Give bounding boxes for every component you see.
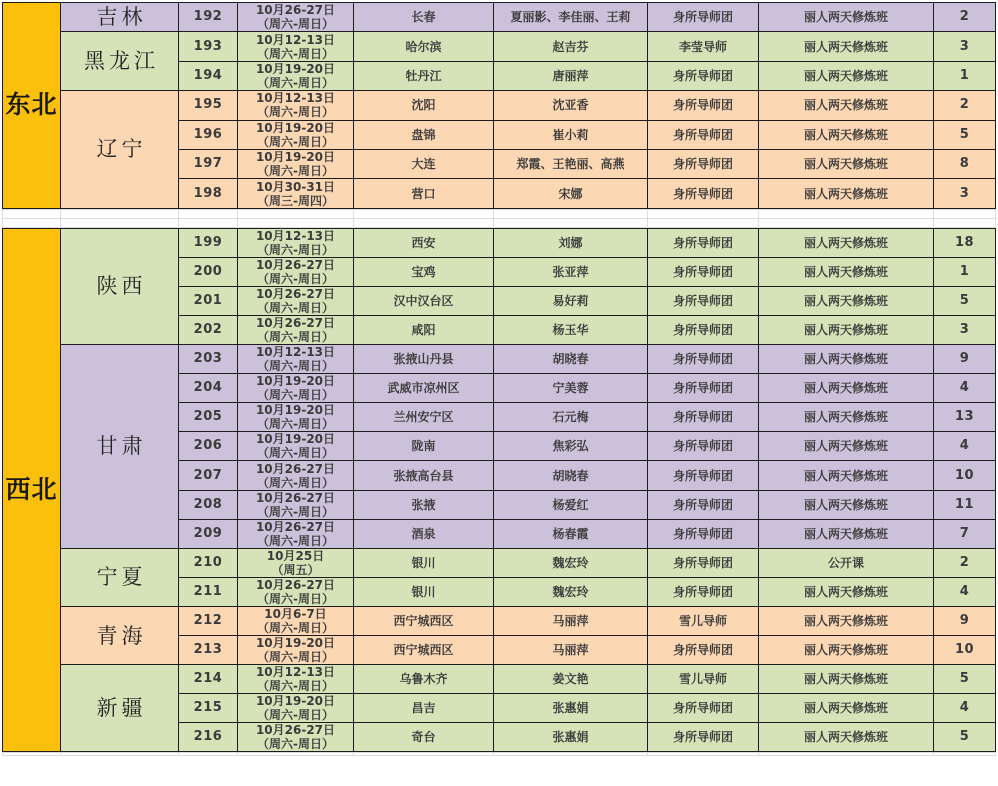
northeast-section-table	[2, 2, 996, 209]
empty-grid-cell	[934, 218, 996, 227]
date-cell[interactable]	[238, 548, 354, 577]
empty-grid-cell	[3, 753, 61, 756]
date-cell[interactable]	[238, 3, 354, 32]
date-text: 10月12-13日	[255, 91, 336, 106]
teachers-cell[interactable]: 杨春霞	[494, 519, 648, 548]
weekday-text: （周五）	[271, 562, 320, 577]
teachers-cell[interactable]: 刘娜	[494, 228, 648, 257]
schedule-row	[3, 32, 996, 61]
date-cell[interactable]	[238, 723, 354, 752]
city-cell[interactable]: 张掖山丹县	[354, 345, 494, 374]
weekday-text: （周六-周日）	[257, 417, 334, 432]
course-cell[interactable]: 丽人两天修炼班	[759, 723, 934, 752]
course-cell[interactable]: 丽人两天修炼班	[759, 149, 934, 178]
row-number-cell[interactable]: 205	[179, 403, 238, 432]
empty-grid-cell	[759, 218, 934, 227]
course-cell[interactable]: 丽人两天修炼班	[759, 694, 934, 723]
tutor-cell[interactable]: 身所导师团	[648, 3, 759, 32]
teachers-cell[interactable]: 杨玉华	[494, 316, 648, 345]
date-cell[interactable]	[238, 32, 354, 61]
empty-grid-cell	[354, 218, 494, 227]
date-text: 10月26-27日	[255, 490, 336, 505]
row-number-cell[interactable]: 202	[179, 316, 238, 345]
count-cell[interactable]: 10	[934, 636, 996, 665]
city-cell[interactable]: 银川	[354, 548, 494, 577]
date-cell[interactable]	[238, 490, 354, 519]
count-cell[interactable]: 11	[934, 490, 996, 519]
empty-grid-cell	[354, 753, 494, 756]
course-cell[interactable]: 丽人两天修炼班	[759, 120, 934, 149]
schedule-table-container	[2, 2, 998, 756]
teachers-cell[interactable]: 胡晓春	[494, 345, 648, 374]
date-text: 10月12-13日	[255, 345, 336, 360]
row-number-cell[interactable]: 194	[179, 61, 238, 90]
course-cell[interactable]: 丽人两天修炼班	[759, 490, 934, 519]
weekday-text: （周六-周日）	[257, 46, 334, 61]
province-cell[interactable]: 青海	[61, 606, 179, 664]
date-text: 10月26-27日	[255, 316, 336, 331]
course-cell[interactable]: 丽人两天修炼班	[759, 636, 934, 665]
count-cell[interactable]: 8	[934, 149, 996, 178]
teachers-cell[interactable]: 易好莉	[494, 286, 648, 315]
weekday-text: （周六-周日）	[257, 105, 334, 120]
weekday-text: （周六-周日）	[257, 75, 334, 90]
empty-grid-cell	[238, 209, 354, 218]
empty-grid-cell	[759, 209, 934, 218]
schedule-row	[3, 548, 996, 577]
empty-grid-cell	[61, 209, 179, 218]
date-text: 10月12-13日	[255, 32, 336, 47]
row-number-cell[interactable]: 196	[179, 120, 238, 149]
teachers-cell[interactable]: 魏宏玲	[494, 548, 648, 577]
schedule-row	[3, 3, 996, 32]
row-number-cell[interactable]: 197	[179, 149, 238, 178]
date-cell[interactable]	[238, 316, 354, 345]
tutor-cell[interactable]: 身所导师团	[648, 577, 759, 606]
city-cell[interactable]: 营口	[354, 179, 494, 208]
count-cell[interactable]: 7	[934, 519, 996, 548]
count-cell[interactable]: 4	[934, 577, 996, 606]
weekday-text: （周六-周日）	[257, 134, 334, 149]
tutor-cell[interactable]: 身所导师团	[648, 403, 759, 432]
empty-grid-cell	[179, 753, 238, 756]
date-cell[interactable]	[238, 403, 354, 432]
empty-grid-cell	[648, 209, 759, 218]
weekday-text: （周六-周日）	[257, 359, 334, 374]
count-cell[interactable]: 1	[934, 257, 996, 286]
weekday-text: （周六-周日）	[257, 242, 334, 257]
date-text: 10月26-27日	[255, 286, 336, 301]
empty-grid-cell	[934, 753, 996, 756]
course-cell[interactable]: 丽人两天修炼班	[759, 61, 934, 90]
weekday-text: （周六-周日）	[257, 271, 334, 286]
course-cell[interactable]: 丽人两天修炼班	[759, 228, 934, 257]
city-cell[interactable]: 盘锦	[354, 120, 494, 149]
date-text: 10月6-7日	[264, 607, 327, 621]
city-cell[interactable]: 酒泉	[354, 519, 494, 548]
course-cell[interactable]: 丽人两天修炼班	[759, 32, 934, 61]
date-cell[interactable]	[238, 636, 354, 665]
empty-grid-cell	[494, 218, 648, 227]
row-number-cell[interactable]: 211	[179, 577, 238, 606]
city-cell[interactable]: 西宁城西区	[354, 606, 494, 635]
row-number-cell[interactable]: 200	[179, 257, 238, 286]
course-cell[interactable]: 丽人两天修炼班	[759, 91, 934, 120]
empty-grid-cell	[238, 218, 354, 227]
date-cell[interactable]	[238, 432, 354, 461]
weekday-text: （周六-周日）	[257, 446, 334, 461]
date-text: 10月26-27日	[255, 577, 336, 592]
tutor-cell[interactable]: 身所导师团	[648, 286, 759, 315]
tutor-cell[interactable]: 身所导师团	[648, 461, 759, 490]
teachers-cell[interactable]: 宁美蓉	[494, 374, 648, 403]
count-cell[interactable]: 2	[934, 91, 996, 120]
teachers-cell[interactable]: 马丽萍	[494, 606, 648, 635]
tutor-cell[interactable]: 身所导师团	[648, 228, 759, 257]
course-cell[interactable]: 丽人两天修炼班	[759, 257, 934, 286]
tutor-cell[interactable]: 雪儿导师	[648, 606, 759, 635]
row-number-cell[interactable]: 199	[179, 228, 238, 257]
row-number-cell[interactable]: 203	[179, 345, 238, 374]
row-number-cell[interactable]: 206	[179, 432, 238, 461]
tutor-cell[interactable]: 身所导师团	[648, 694, 759, 723]
tutor-cell[interactable]: 雪儿导师	[648, 665, 759, 694]
city-cell[interactable]: 西宁城西区	[354, 636, 494, 665]
empty-grid-cell	[354, 209, 494, 218]
course-cell[interactable]: 丽人两天修炼班	[759, 179, 934, 208]
course-cell[interactable]: 丽人两天修炼班	[759, 432, 934, 461]
tutor-cell[interactable]: 身所导师团	[648, 548, 759, 577]
teachers-cell[interactable]: 唐丽萍	[494, 61, 648, 90]
region-cell[interactable]: 东北	[3, 3, 61, 209]
teachers-cell[interactable]: 马丽萍	[494, 636, 648, 665]
row-number-cell[interactable]: 209	[179, 519, 238, 548]
empty-grid-cell	[3, 209, 61, 218]
date-text: 10月26-27日	[255, 461, 336, 476]
row-number-cell[interactable]: 192	[179, 3, 238, 32]
weekday-text: （周六-周日）	[257, 737, 334, 752]
schedule-row	[3, 228, 996, 257]
weekday-text: （周六-周日）	[257, 388, 334, 403]
tutor-cell[interactable]: 身所导师团	[648, 490, 759, 519]
date-cell[interactable]	[238, 257, 354, 286]
date-cell[interactable]	[238, 120, 354, 149]
empty-grid-cell	[61, 753, 179, 756]
date-text: 10月12-13日	[255, 228, 336, 243]
schedule-row	[3, 345, 996, 374]
teachers-cell[interactable]: 沈亚香	[494, 91, 648, 120]
row-number-cell[interactable]: 216	[179, 723, 238, 752]
tutor-cell[interactable]: 身所导师团	[648, 61, 759, 90]
weekday-text: （周六-周日）	[257, 300, 334, 315]
row-number-cell[interactable]: 201	[179, 286, 238, 315]
city-cell[interactable]: 沈阳	[354, 91, 494, 120]
empty-grid-cell	[179, 209, 238, 218]
count-cell[interactable]: 4	[934, 432, 996, 461]
date-text: 10月26-27日	[255, 257, 336, 272]
teachers-cell[interactable]: 胡晓春	[494, 461, 648, 490]
course-cell[interactable]: 公开课	[759, 548, 934, 577]
teachers-cell[interactable]: 焦彩弘	[494, 432, 648, 461]
date-text: 10月19-20日	[255, 374, 336, 389]
count-cell[interactable]: 5	[934, 120, 996, 149]
city-cell[interactable]: 长春	[354, 3, 494, 32]
schedule-row	[3, 606, 996, 635]
date-text: 10月19-20日	[255, 636, 336, 651]
teachers-cell[interactable]: 宋娜	[494, 179, 648, 208]
count-cell[interactable]: 5	[934, 286, 996, 315]
province-cell[interactable]: 甘肃	[61, 345, 179, 549]
teachers-cell[interactable]: 杨爱红	[494, 490, 648, 519]
tutor-cell[interactable]: 李莹导师	[648, 32, 759, 61]
date-text: 10月19-20日	[255, 150, 336, 165]
northwest-section-table	[2, 228, 996, 753]
teachers-cell[interactable]: 张亚萍	[494, 257, 648, 286]
tutor-cell[interactable]: 身所导师团	[648, 257, 759, 286]
count-cell[interactable]: 18	[934, 228, 996, 257]
row-number-cell[interactable]: 193	[179, 32, 238, 61]
date-cell[interactable]	[238, 665, 354, 694]
count-cell[interactable]: 9	[934, 345, 996, 374]
teachers-cell[interactable]: 赵吉芬	[494, 32, 648, 61]
row-number-cell[interactable]: 215	[179, 694, 238, 723]
course-cell[interactable]: 丽人两天修炼班	[759, 461, 934, 490]
tutor-cell[interactable]: 身所导师团	[648, 179, 759, 208]
province-cell[interactable]: 陕西	[61, 228, 179, 344]
date-cell[interactable]	[238, 606, 354, 635]
city-cell[interactable]: 大连	[354, 149, 494, 178]
tutor-cell[interactable]: 身所导师团	[648, 149, 759, 178]
city-cell[interactable]: 银川	[354, 577, 494, 606]
province-cell[interactable]: 黑龙江	[61, 32, 179, 91]
date-text: 10月19-20日	[255, 694, 336, 709]
empty-grid-cell	[494, 209, 648, 218]
city-cell[interactable]: 武威市凉州区	[354, 374, 494, 403]
city-cell[interactable]: 张掖高台县	[354, 461, 494, 490]
course-cell[interactable]: 丽人两天修炼班	[759, 403, 934, 432]
city-cell[interactable]: 兰州安宁区	[354, 403, 494, 432]
date-text: 10月25日	[266, 548, 325, 563]
tutor-cell[interactable]: 身所导师团	[648, 723, 759, 752]
date-text: 10月26-27日	[255, 3, 336, 18]
empty-grid-cell	[648, 218, 759, 227]
city-cell[interactable]: 牡丹江	[354, 61, 494, 90]
teachers-cell[interactable]: 崔小莉	[494, 120, 648, 149]
course-cell[interactable]: 丽人两天修炼班	[759, 345, 934, 374]
tutor-cell[interactable]: 身所导师团	[648, 374, 759, 403]
city-cell[interactable]: 陇南	[354, 432, 494, 461]
weekday-text: （周六-周日）	[257, 504, 334, 519]
date-cell[interactable]	[238, 345, 354, 374]
date-text: 10月19-20日	[255, 61, 336, 76]
tutor-cell[interactable]: 身所导师团	[648, 91, 759, 120]
section-gap-gridlines	[2, 209, 996, 228]
empty-grid-cell	[179, 218, 238, 227]
date-cell[interactable]	[238, 149, 354, 178]
count-cell[interactable]: 5	[934, 723, 996, 752]
row-number-cell[interactable]: 208	[179, 490, 238, 519]
count-cell[interactable]: 3	[934, 179, 996, 208]
empty-grid-cell	[934, 209, 996, 218]
date-cell[interactable]	[238, 91, 354, 120]
count-cell[interactable]: 2	[934, 548, 996, 577]
date-text: 10月26-27日	[255, 723, 336, 738]
date-cell[interactable]	[238, 374, 354, 403]
course-cell[interactable]: 丽人两天修炼班	[759, 519, 934, 548]
date-text: 10月30-31日	[255, 179, 336, 194]
empty-grid-cell	[3, 218, 61, 227]
date-cell[interactable]	[238, 577, 354, 606]
count-cell[interactable]: 3	[934, 316, 996, 345]
count-cell[interactable]: 2	[934, 3, 996, 32]
count-cell[interactable]: 4	[934, 694, 996, 723]
city-cell[interactable]: 哈尔滨	[354, 32, 494, 61]
row-number-cell[interactable]: 198	[179, 179, 238, 208]
weekday-text: （周六-周日）	[257, 621, 334, 635]
course-cell[interactable]: 丽人两天修炼班	[759, 3, 934, 32]
weekday-text: （周六-周日）	[257, 708, 334, 723]
teachers-cell[interactable]: 姜文艳	[494, 665, 648, 694]
row-number-cell[interactable]: 213	[179, 636, 238, 665]
weekday-text: （周三-周四）	[257, 193, 334, 208]
course-cell[interactable]: 丽人两天修炼班	[759, 606, 934, 635]
weekday-text: （周六-周日）	[257, 533, 334, 548]
city-cell[interactable]: 西安	[354, 228, 494, 257]
weekday-text: （周六-周日）	[257, 164, 334, 179]
tutor-cell[interactable]: 身所导师团	[648, 432, 759, 461]
empty-grid-cell	[238, 753, 354, 756]
count-cell[interactable]: 5	[934, 665, 996, 694]
date-text: 10月19-20日	[255, 403, 336, 418]
teachers-cell[interactable]: 张惠娟	[494, 694, 648, 723]
empty-grid-cell	[648, 753, 759, 756]
tutor-cell[interactable]: 身所导师团	[648, 345, 759, 374]
date-cell[interactable]	[238, 519, 354, 548]
date-text: 10月19-20日	[255, 432, 336, 447]
count-cell[interactable]: 13	[934, 403, 996, 432]
teachers-cell[interactable]: 张惠娟	[494, 723, 648, 752]
count-cell[interactable]: 10	[934, 461, 996, 490]
teachers-cell[interactable]: 石元梅	[494, 403, 648, 432]
province-cell[interactable]: 辽宁	[61, 91, 179, 209]
row-number-cell[interactable]: 214	[179, 665, 238, 694]
empty-grid-cell	[494, 753, 648, 756]
count-cell[interactable]: 9	[934, 606, 996, 635]
region-cell[interactable]: 西北	[3, 228, 61, 752]
date-cell[interactable]	[238, 286, 354, 315]
teachers-cell[interactable]: 夏丽影、李佳丽、王莉	[494, 3, 648, 32]
course-cell[interactable]: 丽人两天修炼班	[759, 374, 934, 403]
tutor-cell[interactable]: 身所导师团	[648, 636, 759, 665]
bottom-gridline-strip	[2, 752, 996, 756]
tutor-cell[interactable]: 身所导师团	[648, 316, 759, 345]
city-cell[interactable]: 张掖	[354, 490, 494, 519]
schedule-row	[3, 665, 996, 694]
city-cell[interactable]: 咸阳	[354, 316, 494, 345]
city-cell[interactable]: 奇台	[354, 723, 494, 752]
city-cell[interactable]: 宝鸡	[354, 257, 494, 286]
province-cell[interactable]: 新疆	[61, 665, 179, 752]
weekday-text: （周六-周日）	[257, 650, 334, 665]
date-cell[interactable]	[238, 461, 354, 490]
tutor-cell[interactable]: 身所导师团	[648, 120, 759, 149]
row-number-cell[interactable]: 210	[179, 548, 238, 577]
province-cell[interactable]: 吉林	[61, 3, 179, 32]
teachers-cell[interactable]: 郑霞、王艳丽、高燕	[494, 149, 648, 178]
count-cell[interactable]: 1	[934, 61, 996, 90]
teachers-cell[interactable]: 魏宏玲	[494, 577, 648, 606]
date-cell[interactable]	[238, 179, 354, 208]
empty-grid-cell	[61, 218, 179, 227]
course-cell[interactable]: 丽人两天修炼班	[759, 286, 934, 315]
province-cell[interactable]: 宁夏	[61, 548, 179, 606]
count-cell[interactable]: 4	[934, 374, 996, 403]
city-cell[interactable]: 汉中汉台区	[354, 286, 494, 315]
date-text: 10月12-13日	[255, 665, 336, 680]
date-cell[interactable]	[238, 61, 354, 90]
course-cell[interactable]: 丽人两天修炼班	[759, 316, 934, 345]
date-text: 10月19-20日	[255, 120, 336, 135]
city-cell[interactable]: 乌鲁木齐	[354, 665, 494, 694]
row-number-cell[interactable]: 204	[179, 374, 238, 403]
course-cell[interactable]: 丽人两天修炼班	[759, 665, 934, 694]
empty-grid-cell	[759, 753, 934, 756]
weekday-text: （周六-周日）	[257, 591, 334, 606]
tutor-cell[interactable]: 身所导师团	[648, 519, 759, 548]
city-cell[interactable]: 昌吉	[354, 694, 494, 723]
date-cell[interactable]	[238, 228, 354, 257]
row-number-cell[interactable]: 195	[179, 91, 238, 120]
weekday-text: （周六-周日）	[257, 679, 334, 694]
row-number-cell[interactable]: 207	[179, 461, 238, 490]
count-cell[interactable]: 3	[934, 32, 996, 61]
course-cell[interactable]: 丽人两天修炼班	[759, 577, 934, 606]
weekday-text: （周六-周日）	[257, 17, 334, 32]
date-text: 10月26-27日	[255, 519, 336, 534]
schedule-row	[3, 91, 996, 120]
weekday-text: （周六-周日）	[257, 330, 334, 345]
date-cell[interactable]	[238, 694, 354, 723]
weekday-text: （周六-周日）	[257, 475, 334, 490]
row-number-cell[interactable]: 212	[179, 606, 238, 635]
